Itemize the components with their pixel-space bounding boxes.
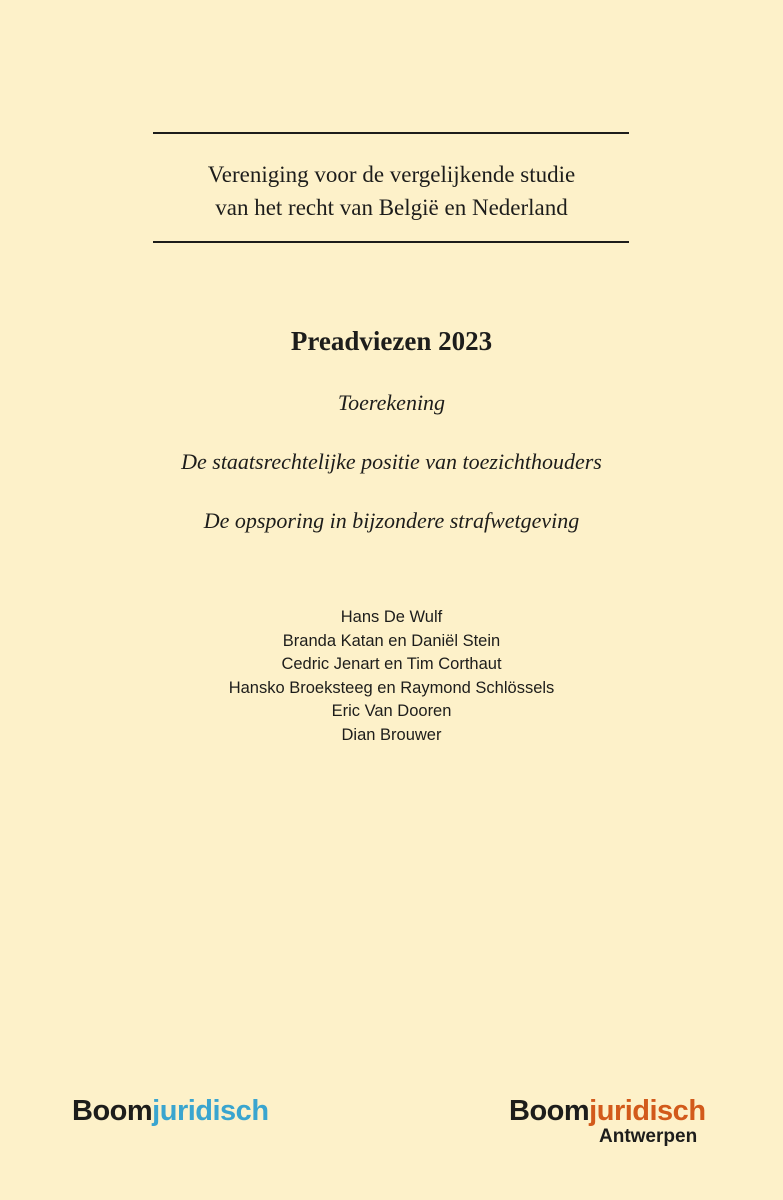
author-5: Eric Van Dooren (331, 702, 452, 721)
publisher-city: Antwerpen (599, 1126, 698, 1147)
topic-1: Toerekening (337, 390, 446, 415)
author-2: Branda Katan en Daniël Stein (282, 631, 501, 650)
author-1: Hans De Wulf (340, 608, 443, 626)
organization-name (0, 158, 783, 224)
author-3: Cedric Jenart en Tim Corthaut (281, 655, 502, 674)
publisher-logo-boom-word: Boom (72, 1095, 153, 1127)
organization-line-1: Vereniging voor de vergelijkende studie (207, 162, 576, 187)
publisher-logo-boom-juridisch (72, 1095, 269, 1127)
publisher-logo-juridisch-word: juridisch (589, 1095, 706, 1127)
author-4: Hansko Broeksteeg en Raymond Schlössels (228, 678, 555, 697)
book-title: Preadviezen 2023 (290, 326, 493, 356)
topic-3: De opsporing in bijzondere strafwetgeving (203, 508, 580, 533)
author-list (0, 606, 783, 748)
publisher-logo-juridisch-word: juridisch (152, 1095, 269, 1127)
publisher-logo-boom-word: Boom (509, 1095, 590, 1127)
author-6: Dian Brouwer (341, 725, 442, 744)
bottom-divider (153, 241, 629, 243)
organization-line-2: van het recht van België en Nederland (215, 195, 568, 220)
topic-2: De staatsrechtelijke positie van toezichthouders (181, 449, 602, 474)
publisher-logo-boom-juridisch-antwerpen (509, 1095, 706, 1127)
top-divider (153, 132, 629, 134)
